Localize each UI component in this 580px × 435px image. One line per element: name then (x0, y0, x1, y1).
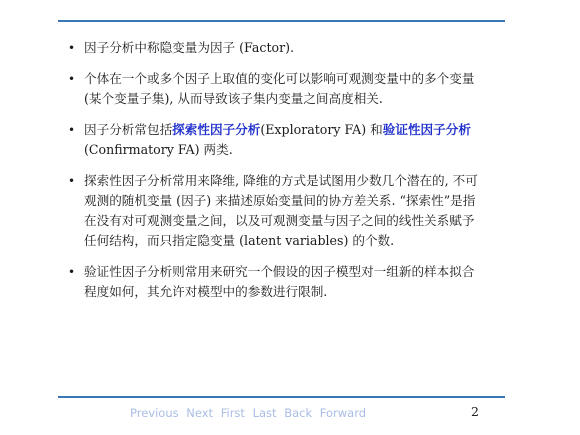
bullet-text: 验证性因子分析则常用来研究一个假设的因子模型对一组新的样本拟合程度如何，其允许对模型中的参数进行限制. (84, 264, 475, 299)
top-rule (58, 20, 505, 22)
list-item (62, 171, 482, 251)
bullet-text: 探索性因子分析常用来降维, 降维的方式是试图用少数几个潜在的, 不可观测的随机变量 (因子) 来描述原始变量间的协方差关系. “探索性”是指在没有对可观测变量之间，以及可观测变量与因子之间的线性关系赋予任何结构，而只指定隐变量 (latent variables) 的个数. (84, 173, 478, 248)
list-item (62, 262, 482, 302)
bullet-text: 个体在一个或多个因子上取值的变化可以影响可观测变量中的多个变量 (某个变量子集), 从而导致该子集内变量之间高度相关. (84, 71, 475, 106)
nav-back-link[interactable]: Back (284, 406, 313, 420)
footer-navigation (130, 406, 370, 420)
bullet-icon: • (68, 41, 76, 55)
bullet-icon: • (68, 265, 76, 279)
bottom-rule (58, 396, 505, 398)
bullet-icon: • (68, 72, 76, 86)
list-item (62, 38, 482, 58)
bullet-text: 因子分析常包括 (84, 122, 173, 137)
bullet-text: (Confirmatory FA) 两类. (84, 142, 233, 157)
efa-highlight: 探索性因子分析 (172, 122, 261, 137)
bullet-icon: • (68, 174, 76, 188)
bullet-list (62, 38, 482, 313)
bullet-text: (Exploratory FA) 和 (260, 122, 383, 137)
bullet-text: 因子分析中称隐变量为因子 (Factor). (84, 40, 295, 55)
nav-first-link[interactable]: First (220, 406, 245, 420)
page-number: 2 (471, 404, 479, 419)
list-item (62, 120, 482, 160)
list-item (62, 69, 482, 109)
nav-forward-link[interactable]: Forward (319, 406, 367, 420)
bullet-icon: • (68, 123, 76, 137)
nav-previous-link[interactable]: Previous (130, 406, 179, 420)
nav-last-link[interactable]: Last (252, 406, 277, 420)
nav-next-link[interactable]: Next (186, 406, 214, 420)
cfa-highlight: 验证性因子分析 (382, 122, 471, 137)
